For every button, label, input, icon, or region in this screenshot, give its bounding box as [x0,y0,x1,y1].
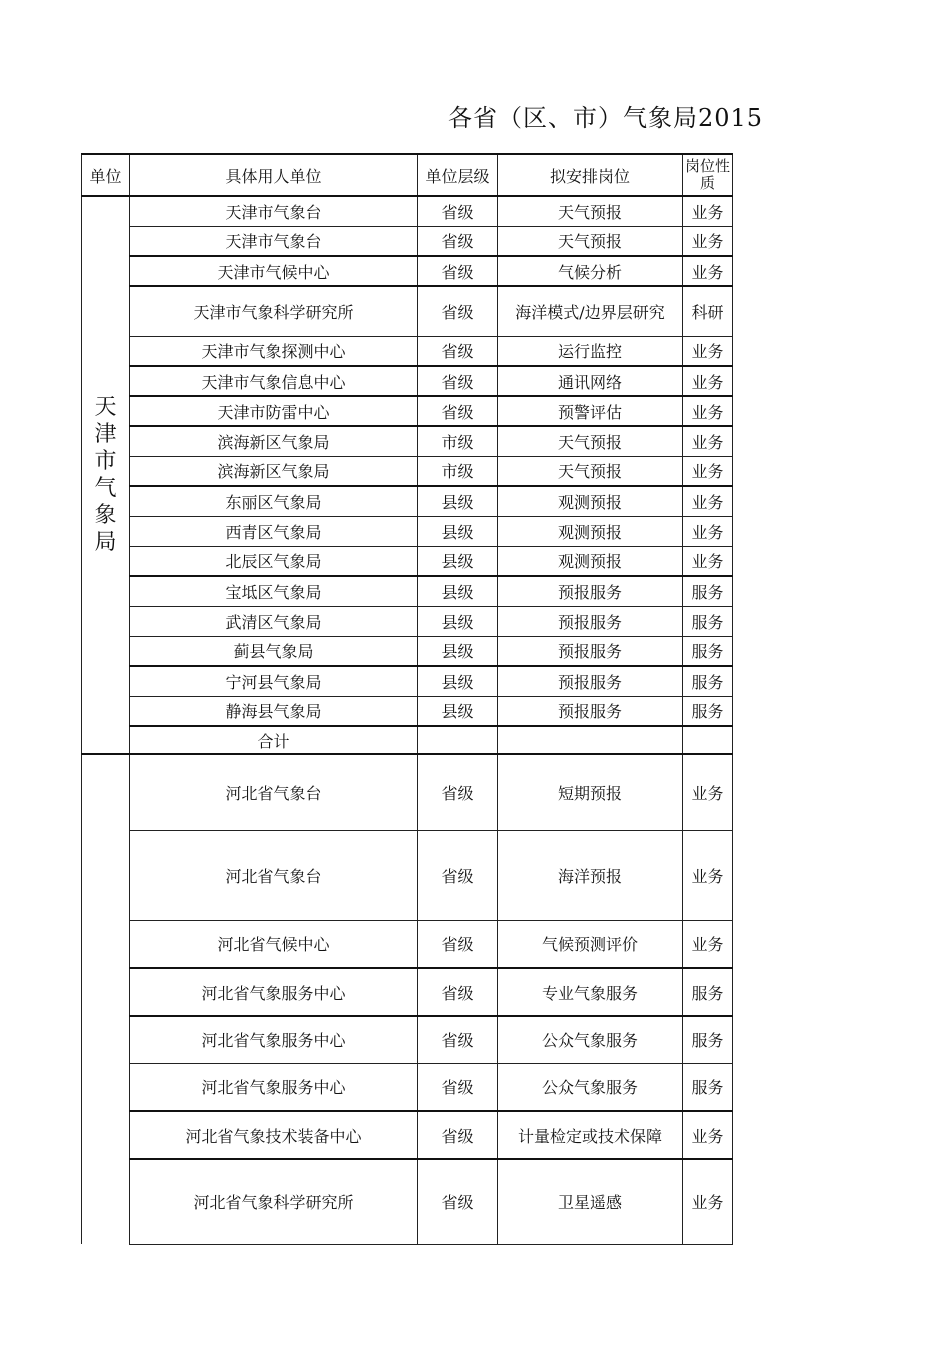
cell-level: 省级 [418,1111,498,1159]
header-post: 拟安排岗位 [498,154,683,196]
cell-employer: 河北省气象服务中心 [130,968,418,1016]
table-row [82,576,733,606]
cell-post: 短期预报 [498,754,683,830]
cell-nature: 业务 [683,336,733,366]
table-row [82,1111,733,1159]
cell-nature: 科研 [683,286,733,336]
cell-post: 天气预报 [498,456,683,486]
table-row [82,606,733,636]
cell-post: 气候预测评价 [498,920,683,968]
cell-level: 市级 [418,426,498,456]
cell-employer: 天津市气象科学研究所 [130,286,418,336]
cell-level: 县级 [418,636,498,666]
table-row [82,754,733,830]
cell-employer: 宝坻区气象局 [130,576,418,606]
unit-name: 天津市气象局 [94,395,117,555]
hebei-section [82,754,733,1244]
cell-post: 天气预报 [498,196,683,226]
cell-employer: 西青区气象局 [130,516,418,546]
table-row [82,256,733,286]
cell-level: 省级 [418,226,498,256]
table-row [82,426,733,456]
cell-level: 县级 [418,606,498,636]
cell-nature: 业务 [683,256,733,286]
cell-nature: 业务 [683,366,733,396]
cell-post: 气候分析 [498,256,683,286]
header-unit: 单位 [82,154,130,196]
cell-nature: 业务 [683,516,733,546]
sheet-title: 各省（区、市）气象局2015 [448,104,764,132]
cell-post: 预报服务 [498,666,683,696]
header-level: 单位层级 [418,154,498,196]
total-post [498,726,683,754]
cell-employer: 河北省气象台 [130,830,418,920]
total-row [82,726,733,754]
cell-employer: 河北省气象台 [130,754,418,830]
cell-employer: 河北省气象科学研究所 [130,1159,418,1244]
cell-nature: 服务 [683,696,733,726]
cell-nature: 业务 [683,1159,733,1244]
cell-employer: 天津市气象台 [130,196,418,226]
table-row [82,196,733,226]
cell-nature: 服务 [683,1063,733,1111]
cell-post: 预报服务 [498,576,683,606]
cell-nature: 服务 [683,666,733,696]
cell-post: 专业气象服务 [498,968,683,1016]
cell-level: 省级 [418,1159,498,1244]
cell-nature: 业务 [683,456,733,486]
total-level [418,726,498,754]
cell-post: 天气预报 [498,226,683,256]
cell-level: 省级 [418,1016,498,1063]
cell-level: 省级 [418,830,498,920]
cell-employer: 静海县气象局 [130,696,418,726]
cell-nature: 业务 [683,426,733,456]
total-nature [683,726,733,754]
cell-post: 观测预报 [498,486,683,516]
cell-employer: 河北省气象技术装备中心 [130,1111,418,1159]
cell-post: 计量检定或技术保障 [498,1111,683,1159]
total-label: 合计 [130,726,418,754]
table-row [82,666,733,696]
cell-nature: 业务 [683,920,733,968]
cell-employer: 河北省气象服务中心 [130,1016,418,1063]
cell-employer: 宁河县气象局 [130,666,418,696]
cell-nature: 业务 [683,226,733,256]
cell-nature: 服务 [683,636,733,666]
table-row [82,456,733,486]
cell-level: 县级 [418,576,498,606]
cell-level: 省级 [418,920,498,968]
cell-nature: 服务 [683,1016,733,1063]
cell-post: 观测预报 [498,546,683,576]
cell-nature: 服务 [683,968,733,1016]
cell-post: 观测预报 [498,516,683,546]
cell-level: 县级 [418,486,498,516]
cell-employer: 河北省气象服务中心 [130,1063,418,1111]
table-row [82,396,733,426]
unit-cell-hebei [82,754,130,1244]
cell-employer: 蓟县气象局 [130,636,418,666]
cell-employer: 东丽区气象局 [130,486,418,516]
header-row [82,154,733,196]
cell-level: 省级 [418,286,498,336]
table-row [82,516,733,546]
tianjin-section [82,196,733,754]
cell-employer: 天津市气象探测中心 [130,336,418,366]
table-row [82,366,733,396]
cell-nature: 业务 [683,396,733,426]
cell-nature: 业务 [683,830,733,920]
table-row [82,696,733,726]
cell-post: 海洋模式/边界层研究 [498,286,683,336]
table-row [82,830,733,920]
cell-nature: 业务 [683,1111,733,1159]
cell-employer: 天津市气候中心 [130,256,418,286]
cell-employer: 武清区气象局 [130,606,418,636]
cell-employer: 天津市气象台 [130,226,418,256]
cell-post: 海洋预报 [498,830,683,920]
cell-level: 省级 [418,196,498,226]
cell-nature: 业务 [683,754,733,830]
table-row [82,1159,733,1244]
cell-post: 公众气象服务 [498,1063,683,1111]
cell-post: 通讯网络 [498,366,683,396]
cell-nature: 服务 [683,576,733,606]
cell-level: 市级 [418,456,498,486]
cell-employer: 滨海新区气象局 [130,426,418,456]
table-row [82,486,733,516]
cell-post: 卫星遥感 [498,1159,683,1244]
unit-cell-tianjin [82,196,130,754]
cell-level: 省级 [418,336,498,366]
table-row [82,546,733,576]
cell-post: 预报服务 [498,636,683,666]
table-row [82,336,733,366]
cell-level: 县级 [418,666,498,696]
cell-post: 预警评估 [498,396,683,426]
cell-employer: 滨海新区气象局 [130,456,418,486]
cell-employer: 天津市气象信息中心 [130,366,418,396]
recruitment-table [81,153,733,1245]
table-row [82,1016,733,1063]
table-row [82,636,733,666]
cell-employer: 北辰区气象局 [130,546,418,576]
table-row [82,286,733,336]
cell-level: 省级 [418,256,498,286]
table-row [82,920,733,968]
cell-level: 县级 [418,696,498,726]
cell-post: 运行监控 [498,336,683,366]
table-row [82,968,733,1016]
cell-level: 县级 [418,516,498,546]
cell-level: 省级 [418,396,498,426]
cell-level: 省级 [418,968,498,1016]
cell-nature: 服务 [683,606,733,636]
cell-employer: 河北省气候中心 [130,920,418,968]
table-row [82,1063,733,1111]
cell-level: 省级 [418,754,498,830]
cell-level: 省级 [418,366,498,396]
cell-level: 省级 [418,1063,498,1111]
header-employer: 具体用人单位 [130,154,418,196]
cell-employer: 天津市防雷中心 [130,396,418,426]
header-nature: 岗位性质 [683,154,733,196]
cell-nature: 业务 [683,196,733,226]
cell-nature: 业务 [683,486,733,516]
cell-post: 天气预报 [498,426,683,456]
table-row [82,226,733,256]
cell-post: 预报服务 [498,606,683,636]
cell-nature: 业务 [683,546,733,576]
cell-level: 县级 [418,546,498,576]
cell-post: 公众气象服务 [498,1016,683,1063]
cell-post: 预报服务 [498,696,683,726]
